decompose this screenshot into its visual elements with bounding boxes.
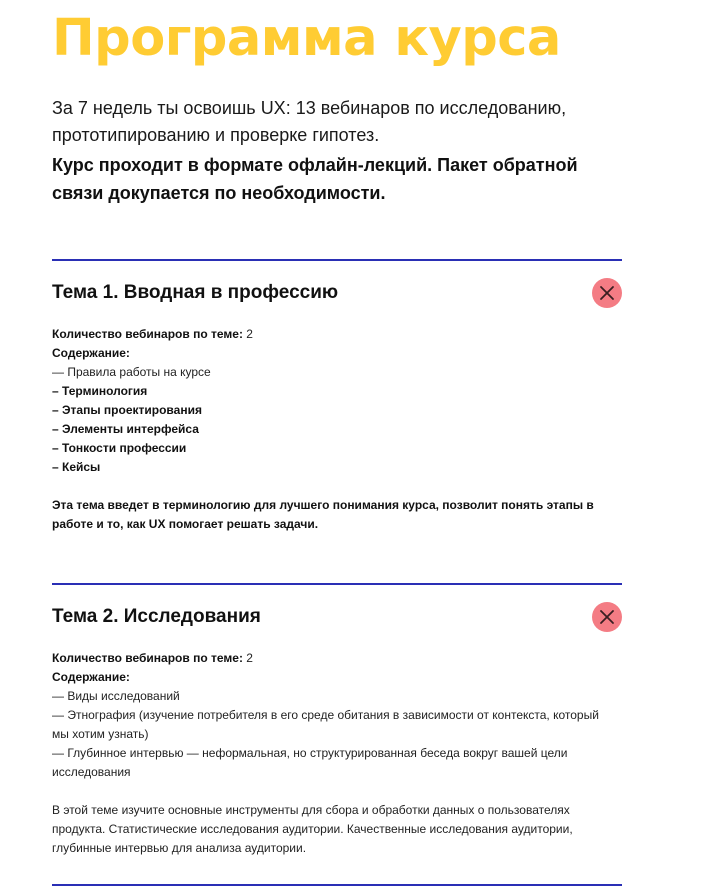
close-icon: [599, 609, 615, 625]
list-item: – Этапы проектирования: [52, 403, 202, 417]
close-icon: [599, 285, 615, 301]
intro-bold-text: Курс проходит в формате офлайн-лекций. Пакет обратной связи докупается по необходимости.: [52, 155, 578, 203]
content-label: Содержание:: [52, 346, 130, 360]
topic-3-divider: [52, 884, 622, 886]
list-item: – Тонкости профессии: [52, 441, 187, 455]
webinar-count-row: [52, 325, 622, 344]
topic-2: [52, 583, 622, 858]
topic-2-title: Тема 2. Исследования: [52, 606, 261, 627]
topic-1-body: [52, 325, 622, 534]
list-item: — Глубинное интервью — неформальная, но структурированная беседа вокруг вашей цели исследования: [52, 746, 568, 779]
list-item: — Этнография (изучение потребителя в его среде обитания в зависимости от контекста, который мы хотим узнать): [52, 708, 599, 741]
list-item: – Терминология: [52, 384, 148, 398]
webinar-count-label: Количество вебинаров по теме:: [52, 327, 243, 341]
webinar-count-value: 2: [246, 651, 253, 665]
topic-1: [52, 259, 622, 534]
topic-1-description: Эта тема введет в терминологию для лучшего понимания курса, позволит понять этапы в работе и то, как UX помогает решать задачи.: [52, 498, 594, 531]
topic-2-header[interactable]: [52, 585, 622, 649]
topic-1-title: Тема 1. Вводная в профессию: [52, 282, 339, 303]
topic-1-close-button[interactable]: [592, 278, 622, 308]
list-item: — Правила работы на курсе: [52, 365, 211, 379]
content-label: Содержание:: [52, 670, 130, 684]
intro-text: За 7 недель ты освоишь UX: 13 вебинаров по исследованию, прототипированию и проверке гипотез.: [52, 98, 567, 145]
topic-1-header[interactable]: [52, 261, 622, 325]
topic-2-body: [52, 649, 622, 858]
topic-2-close-button[interactable]: [592, 602, 622, 632]
list-item: – Элементы интерфейса: [52, 422, 199, 436]
webinar-count-row: [52, 649, 622, 668]
webinar-count-label: Количество вебинаров по теме:: [52, 651, 243, 665]
topic-2-description: В этой теме изучите основные инструменты для сбора и обработки данных о пользователях продукта. Статистические исследования аудитории. Качественные исследования аудитории, глубинные интервью для анализа аудитории.: [52, 803, 573, 855]
list-item: — Виды исследований: [52, 689, 180, 703]
page-title: Программа курса: [52, 9, 561, 68]
webinar-count-value: 2: [246, 327, 253, 341]
list-item: – Кейсы: [52, 460, 101, 474]
